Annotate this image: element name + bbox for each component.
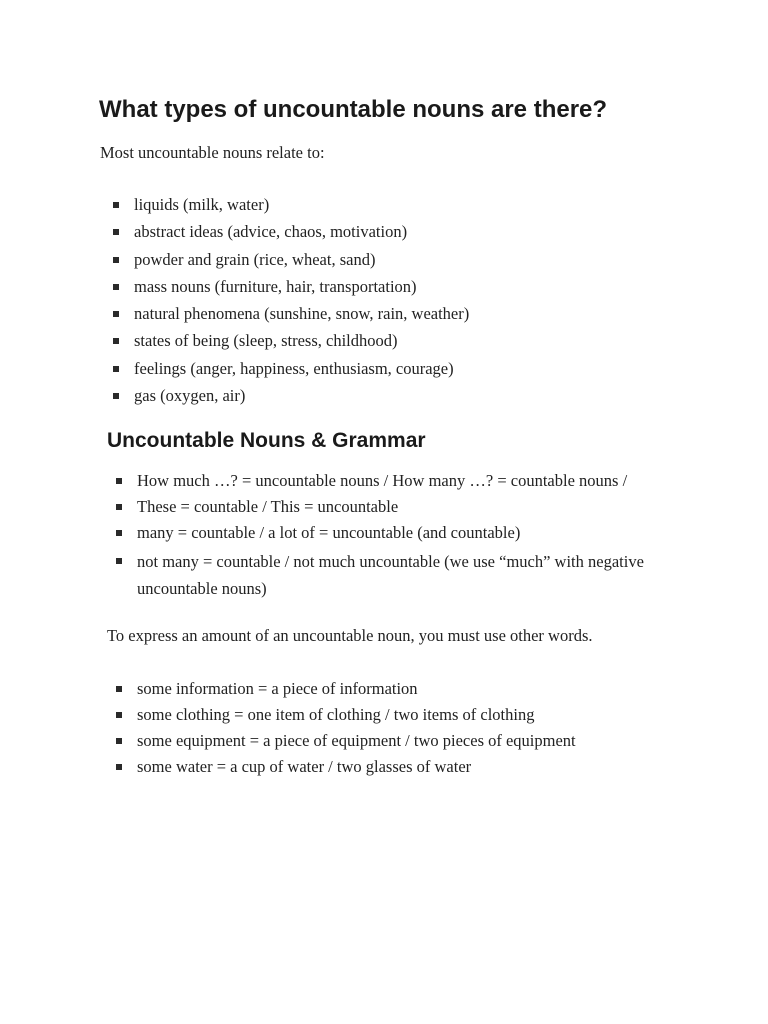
list-item: liquids (milk, water) <box>113 194 469 221</box>
bullet-icon <box>113 393 119 399</box>
bullet-icon <box>113 338 119 344</box>
list-item: powder and grain (rice, wheat, sand) <box>113 249 469 276</box>
bullet-icon <box>116 478 122 484</box>
list-item: natural phenomena (sunshine, snow, rain, weather) <box>113 303 469 330</box>
list-item: not many = countable / not much uncountable (we use “much” with negative uncountable nouns) <box>116 548 697 602</box>
list-item: feelings (anger, happiness, enthusiasm, courage) <box>113 358 469 385</box>
bullet-icon <box>113 311 119 317</box>
list-item: abstract ideas (advice, chaos, motivation) <box>113 221 469 248</box>
bullet-icon <box>113 257 119 263</box>
bullet-icon <box>116 558 122 564</box>
list-item: some water = a cup of water / two glasses of water <box>116 756 576 782</box>
list-item: states of being (sleep, stress, childhood) <box>113 330 469 357</box>
bullet-icon <box>116 738 122 744</box>
list-item: These = countable / This = uncountable <box>116 496 697 522</box>
amount-expressions-list <box>116 678 576 782</box>
bullet-icon <box>113 229 119 235</box>
section-title-uncountable-types: What types of uncountable nouns are there? <box>99 96 608 123</box>
amount-paragraph: To express an amount of an uncountable noun, you must use other words. <box>107 626 593 645</box>
section-title-grammar: Uncountable Nouns & Grammar <box>107 429 426 452</box>
section-intro: Most uncountable nouns relate to: <box>100 143 325 162</box>
list-item: mass nouns (furniture, hair, transportation) <box>113 276 469 303</box>
list-item: many = countable / a lot of = uncountable (and countable) <box>116 522 697 548</box>
list-item: some equipment = a piece of equipment / two pieces of equipment <box>116 730 576 756</box>
list-item: gas (oxygen, air) <box>113 385 469 412</box>
bullet-icon <box>116 686 122 692</box>
bullet-icon <box>116 530 122 536</box>
grammar-rules-list <box>116 470 697 602</box>
bullet-icon <box>113 284 119 290</box>
bullet-icon <box>116 712 122 718</box>
bullet-icon <box>113 366 119 372</box>
list-item: How much …? = uncountable nouns / How many …? = countable nouns / <box>116 470 697 496</box>
uncountable-categories-list <box>113 194 469 412</box>
list-item: some clothing = one item of clothing / two items of clothing <box>116 704 576 730</box>
bullet-icon <box>113 202 119 208</box>
bullet-icon <box>116 764 122 770</box>
bullet-icon <box>116 504 122 510</box>
list-item: some information = a piece of information <box>116 678 576 704</box>
